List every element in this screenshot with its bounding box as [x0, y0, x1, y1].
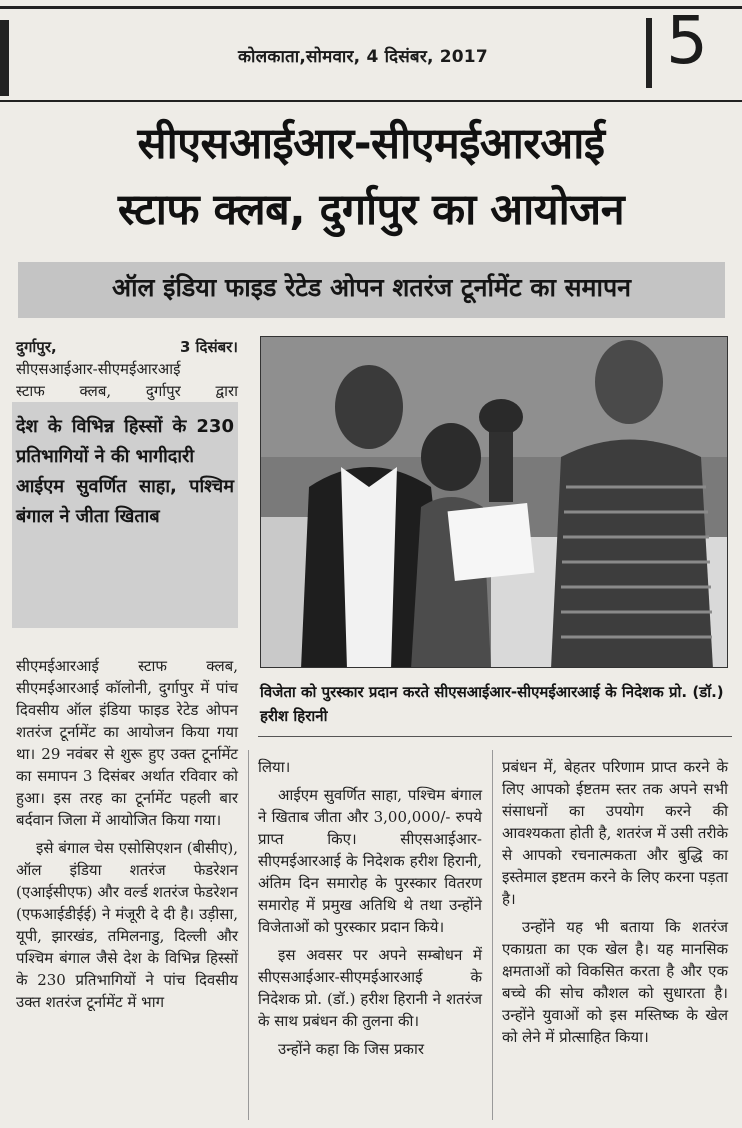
award-photo: [260, 336, 728, 668]
column-2-paragraph-2: आईएम सुवर्णित साहा, पश्चिम बंगाल ने खिताब जीता और 3,00,000/- रुपये प्राप्त किए। सीएसआईआर-सीएमईआरआई के निदेशक हरीश हिरानी, अंतिम दिन समारोह के पुरस्कार वितरण समारोह में प्रमुख अतिथि थे तथा उन्होंने विजेताओं को पुरस्कार प्रदान किये।: [258, 786, 482, 936]
dateline: कोलकाता,सोमवार, 4 दिसंबर, 2017: [238, 47, 488, 67]
column-3-paragraph-1: प्रबंधन में, बेहतर परिणाम प्राप्त करने के लिए आपको ईष्टतम स्तर तक अपने सभी संसाधनों का उपयोग करने की आवश्यकता होती है, शतरंज में उसी तरीके से आपको रचनात्मकता और बुद्धि का इस्तेमाल इष्टतम करने के लिए करना पड़ता है।: [502, 758, 728, 908]
caption-rule: [258, 736, 732, 737]
header-rule: [0, 100, 742, 102]
masthead-bar: [0, 20, 9, 96]
column-1-paragraph-2: इसे बंगाल चेस एसोसिएशन (बीसीए), ऑल इंडिया शतरंज फेडरेशन (एआईसीएफ) और वर्ल्ड शतरंज फेडरेशन (एफआईडीईई) ने मंजूरी दे दी है। उड़ीसा, यूपी, झारखंड, तमिलनाडु, दिल्ली और पश्चिम बंगाल जैसे देश के विभिन्न हिस्सों के 230 प्रतिभागियों ने पांच दिवसीय उक्त शतरंज टूर्नामेंट में भाग: [16, 839, 238, 1011]
article-column-2: [258, 756, 482, 1060]
subheadline: ऑल इंडिया फाइड रेटेड ओपन शतरंज टूर्नामेंट का समापन: [111, 273, 632, 302]
top-rule: [0, 6, 742, 9]
article-column-1: [16, 655, 238, 1013]
intro-line-1: सीएसआईआर-सीएमईआरआई: [16, 360, 181, 378]
intro-date: 3 दिसंबर।: [179, 338, 238, 356]
column-2-paragraph-3: इस अवसर पर अपने सम्बोधन में सीएसआईआर-सीएमईआरआई के निदेशक प्रो. (डॉ.) हरीश हिरानी ने शतरंज के साथ प्रबंधन की तुलना की।: [258, 946, 482, 1030]
column-3-paragraph-2: उन्होंने यह भी बताया कि शतरंज एकाग्रता का एक खेल है। यह मानसिक क्षमताओं को विकसित करता है और एक बच्चे की सोच कौशल को सुधारता है। उन्होंने युवाओं को इस मस्तिष्क के खेल को लेने में प्रोत्साहित किया।: [502, 918, 728, 1046]
column-1-paragraph-1: सीएमईआरआई स्टाफ क्लब, सीएमईआरआई कॉलोनी, दुर्गापुर में पांच दिवसीय ऑल इंडिया फाइड रेटेड ओपन शतरंज टूर्नामेंट का आयोजन किया गया था। 29 नवंबर से शुरू हुए उक्त टूर्नामेंट का समापन 3 दिसंबर अर्थात रविवार को हुआ। इस तरह का टूर्नामेंट पहली बार बर्दवान जिला में आयोजित किया गया।: [16, 657, 238, 829]
photo-caption: विजेता को पुरस्कार प्रदान करते सीएसआईआर-सीएमईआरआई के निदेशक प्रो. (डॉ.) हरीश हिरानी: [260, 683, 724, 725]
pullquote: [16, 412, 234, 532]
intro-block: [16, 336, 238, 402]
intro-place: दुर्गापुर,: [16, 338, 57, 356]
column-2-paragraph-4: उन्होंने कहा कि जिस प्रकार: [278, 1040, 424, 1058]
award-photo-illustration: [261, 337, 728, 668]
pullquote-text-2: आईएम सुवर्णित साहा, पश्चिम बंगाल ने जीता खिताब: [16, 476, 234, 527]
headline-line-2: स्टाफ क्लब, दुर्गापुर का आयोजन: [117, 185, 625, 235]
page-number: 5: [666, 2, 708, 79]
column-rule-2: [492, 750, 493, 1120]
intro-line-2: स्टाफ क्लब, दुर्गापुर द्वारा: [16, 382, 238, 400]
column-2-paragraph-1: लिया।: [258, 758, 291, 776]
pullquote-text-1: देश के विभिन्न हिस्सों के 230 प्रतिभागियों ने की भागीदारी: [16, 416, 234, 467]
column-rule-1: [248, 750, 249, 1120]
article-column-3: [502, 756, 728, 1048]
dateline-place: [16, 336, 238, 358]
headline-line-1: सीएसआईआर-सीएमईआरआई: [137, 119, 605, 169]
page-number-divider: [646, 18, 652, 88]
